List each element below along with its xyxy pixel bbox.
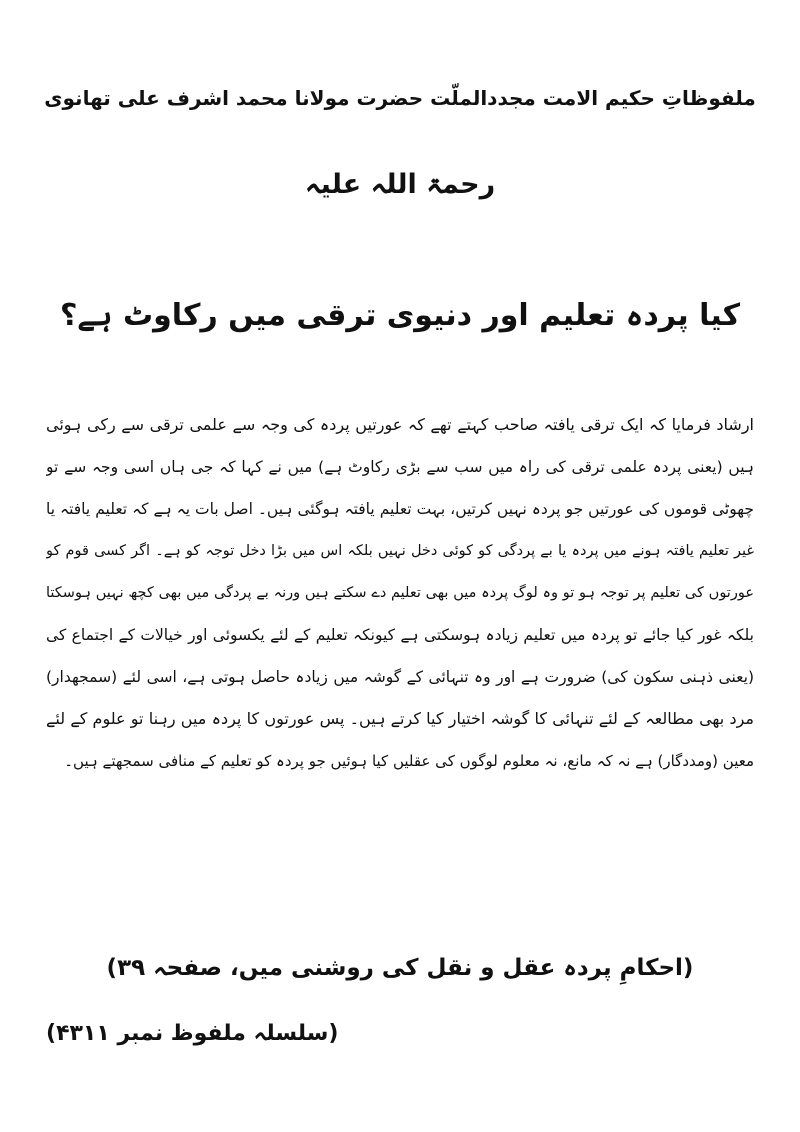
body-line: بلکہ غور کیا جائے تو پردہ میں تعلیم زیادہ ہوسکتی ہے کیونکہ تعلیم کے لئے یکسوئی اور خیالات کے اجتماع کی [46,626,754,644]
question-heading: کیا پردہ تعلیم اور دنیوی ترقی میں رکاوٹ ہے؟ [59,298,741,333]
body-line: مرد بھی مطالعہ کے لئے تنہائی کا گوشہ اختیار کیا کرتے ہیں۔ پس عورتوں کا پردہ میں رہنا تو علوم کے لئے [46,709,754,728]
source-reference: (احکامِ پردہ عقل و نقل کی روشنی میں، صفحہ ۳۹) [106,955,694,981]
body-line: ارشاد فرمایا کہ ایک ترقی یافتہ صاحب کہتے تھے کہ عورتیں پردہ کی وجہ سے علمی ترقی سے رکی ہوئی [46,415,754,434]
document-title: ملفوظاتِ حکیم الامت مجددالملّت حضرت مولانا محمد اشرف علی تھانوی [44,86,756,110]
body-line: غیر تعلیم یافتہ ہونے میں پردہ یا بے پردگی کو کوئی دخل نہیں بلکہ اس میں بڑا دخل توجہ کو ہے۔ اگر کسی قوم کو [46,543,754,559]
body-line: عورتوں کی تعلیم پر توجہ ہو تو وہ لوگ پردہ میں بھی تعلیم دے سکتے ہیں ورنہ بے پردگی میں بھی کچھ نہیں ہوسکتا [46,585,754,601]
body-line: ہیں (یعنی پردہ علمی ترقی کی راہ میں سب سے بڑی رکاوٹ ہے) میں نے کہا کہ جی ہاں اسی وجہ سے تو [46,458,754,476]
body-line: چھوٹی قوموں کی عورتیں جو پردہ نہیں کرتیں، بہت تعلیم یافتہ ہوگئی ہیں۔ اصل بات یہ ہے کہ تعلیم یافتہ یا [46,500,754,518]
series-number: (سلسلہ ملفوظ نمبر ۴۳۱۱) [46,1021,339,1046]
document-subtitle: رحمۃ اللہ علیہ [304,169,496,200]
body-line: معین (ومددگار) ہے نہ کہ مانع، نہ معلوم لوگوں کی عقلیں کیا ہوئیں جو پردہ کو تعلیم کے منافی سمجھتے ہیں۔ [64,752,754,770]
body-line: (یعنی ذہنی سکون کی) ضرورت ہے اور وہ تنہائی کے گوشہ میں زیادہ حاصل ہوتی ہے، اسی لئے (سمجھدار) [46,668,754,686]
body-paragraph [46,404,754,782]
